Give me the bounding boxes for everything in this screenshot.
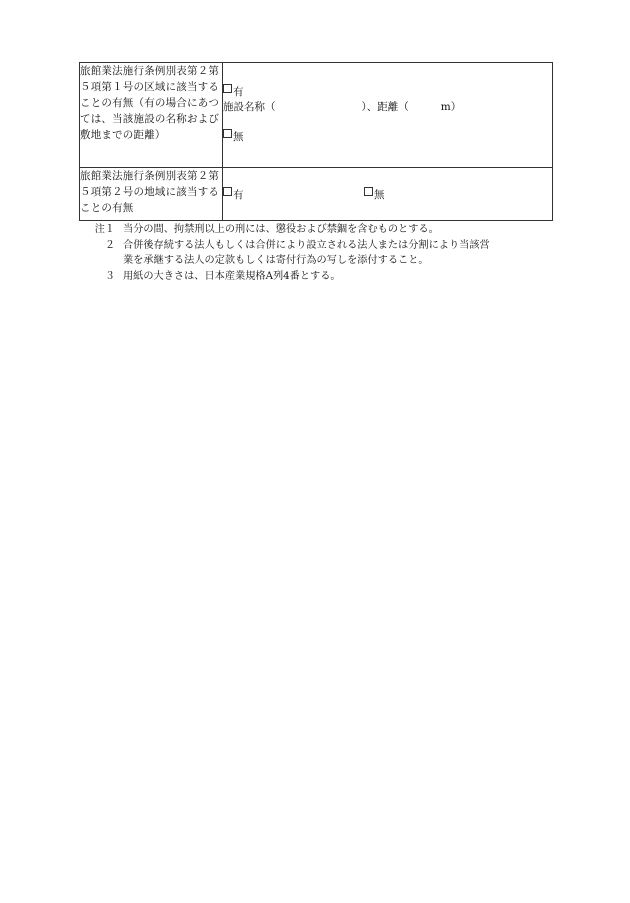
row-value-cell (223, 63, 553, 168)
note-number: ２ (104, 239, 115, 251)
distance-label: ）、距離（ (361, 101, 409, 113)
note-number: 注１ (94, 224, 115, 235)
notes-section (79, 222, 559, 284)
checkbox-yes[interactable] (223, 187, 232, 196)
note-2 (79, 238, 559, 254)
yes-label: 有 (233, 86, 244, 98)
note-text: 当分の間、拘禁刑以上の刑には、懲役および禁錮を含むものとする。 (123, 224, 439, 235)
no-label: 無 (374, 189, 385, 201)
no-label: 無 (233, 131, 244, 143)
distance-unit: m） (440, 101, 462, 113)
facility-name-label: 施設名称（ (223, 101, 276, 113)
facility-name-field[interactable] (276, 99, 362, 115)
row-label: 旅館業法施行条例別表第２第５項第２号の地域に該当することの有無 (80, 168, 223, 221)
note-1 (79, 222, 559, 238)
application-form-table (79, 62, 553, 221)
checkbox-yes[interactable] (223, 84, 232, 93)
row-label: 旅館業法施行条例別表第２第５項第１号の区域に該当することの有無（有の場合にあつては、当該施設の名称および敷地までの距離） (80, 63, 223, 168)
table-row (80, 63, 553, 168)
row-value-cell (223, 168, 553, 221)
no-option[interactable] (364, 187, 385, 203)
note-2-continued: 業を承継する法人の定款もしくは寄付行為の写しを添付すること。 (123, 255, 429, 266)
note-3 (79, 269, 559, 285)
distance-field[interactable] (409, 99, 441, 115)
table-row (80, 168, 553, 221)
checkbox-no[interactable] (364, 187, 373, 196)
checkbox-no[interactable] (223, 129, 232, 138)
note-text: 合併後存続する法人もしくは合併により設立される法人または分割により当該営 (123, 239, 490, 251)
yes-option[interactable] (223, 187, 244, 203)
yes-label: 有 (233, 189, 244, 201)
note-text: 用紙の大きさは、日本産業規格A列4番とする。 (123, 270, 341, 282)
no-option[interactable] (223, 129, 244, 145)
note-number: ３ (104, 270, 115, 282)
yes-option[interactable] (223, 84, 244, 100)
facility-distance-line (223, 99, 461, 115)
